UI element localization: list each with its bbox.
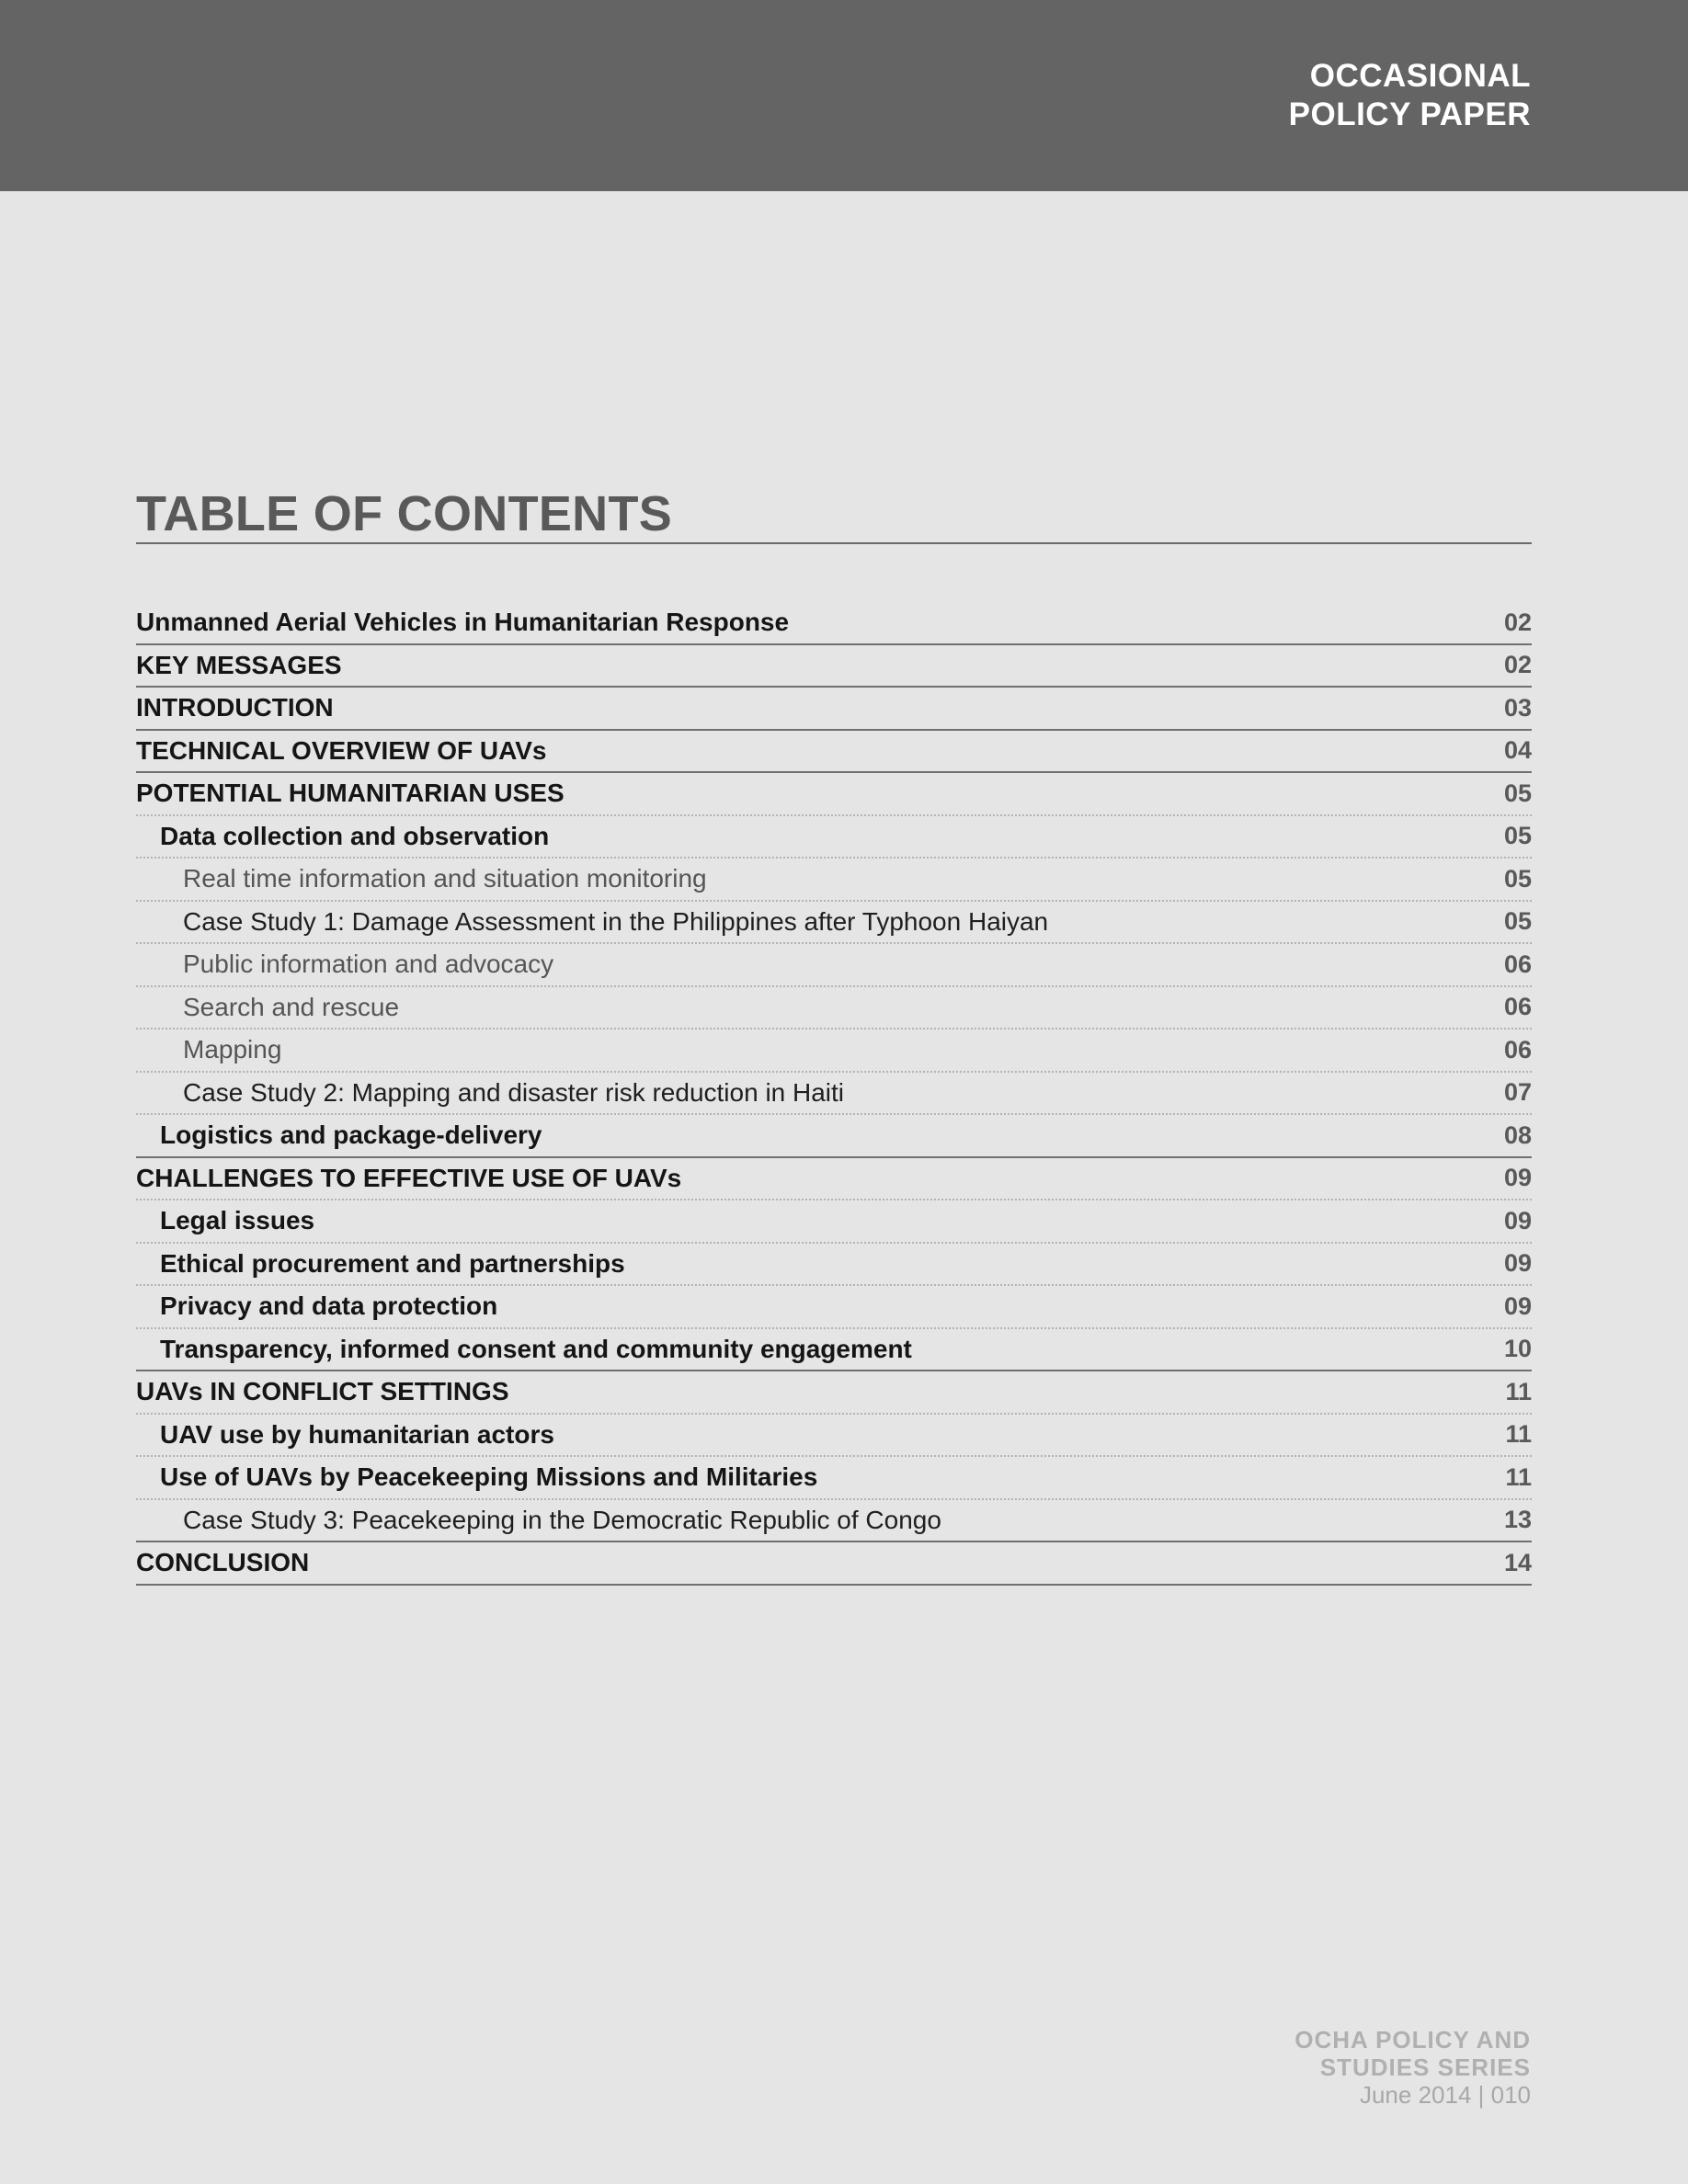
toc-entry-title: Privacy and data protection	[160, 1291, 498, 1321]
toc-entry-title: INTRODUCTION	[136, 693, 334, 722]
header-band	[0, 0, 1688, 191]
toc-entry-title: Case Study 2: Mapping and disaster risk reduction in Haiti	[183, 1077, 845, 1107]
document-type-title	[1289, 57, 1531, 134]
toc-entry-title: Transparency, informed consent and community engagement	[160, 1334, 912, 1363]
toc-entry-title: Ethical procurement and partnerships	[160, 1248, 625, 1278]
toc-entry-title: TECHNICAL OVERVIEW OF UAVs	[136, 735, 547, 765]
toc-entry-page-number: 06	[1503, 950, 1532, 978]
toc-entry[interactable]	[136, 1158, 1532, 1201]
toc-entry[interactable]	[136, 816, 1532, 859]
toc-entry-title: Real time information and situation monitoring	[183, 864, 707, 893]
toc-entry-page-number: 11	[1505, 1462, 1532, 1491]
document-type-line2: POLICY PAPER	[1288, 97, 1531, 132]
toc-entry-page-number: 05	[1503, 907, 1532, 936]
toc-entry[interactable]	[136, 987, 1532, 1030]
toc-entry-page-number: 05	[1503, 864, 1532, 893]
toc-entry-page-number: 05	[1503, 779, 1532, 807]
toc-entry-page-number: 03	[1503, 693, 1532, 722]
toc-entry-title: UAVs IN CONFLICT SETTINGS	[136, 1377, 509, 1406]
toc-entry-title: UAV use by humanitarian actors	[160, 1419, 554, 1449]
toc-entry-page-number: 07	[1503, 1078, 1532, 1107]
toc-entry-page-number: 05	[1503, 822, 1532, 850]
series-name-line2: STUDIES SERIES	[1319, 2053, 1531, 2081]
series-name-line1: OCHA POLICY AND	[1295, 2026, 1531, 2053]
toc-entry[interactable]	[136, 902, 1532, 945]
toc-entry[interactable]	[136, 1542, 1532, 1586]
toc-entry[interactable]	[136, 688, 1532, 731]
toc-entry-page-number: 10	[1503, 1335, 1532, 1363]
toc-entry[interactable]	[136, 1244, 1532, 1287]
toc-entry[interactable]	[136, 1200, 1532, 1244]
toc-entry-title: CONCLUSION	[136, 1548, 310, 1577]
toc-entry[interactable]	[136, 1415, 1532, 1458]
table-of-contents	[136, 602, 1532, 1586]
toc-entry-page-number: 06	[1503, 993, 1532, 1021]
toc-entry[interactable]	[136, 602, 1532, 645]
toc-entry[interactable]	[136, 1286, 1532, 1329]
date-and-page-number: June 2014 | 010	[1359, 2081, 1531, 2109]
toc-heading	[136, 485, 1532, 544]
toc-entry-title: Search and rescue	[183, 992, 400, 1021]
toc-entry[interactable]	[136, 1500, 1532, 1543]
toc-entry-title: CHALLENGES TO EFFECTIVE USE OF UAVs	[136, 1163, 682, 1192]
toc-entry-title: Unmanned Aerial Vehicles in Humanitarian Response	[136, 608, 790, 637]
toc-entry[interactable]	[136, 1457, 1532, 1500]
toc-entry-title: Logistics and package-delivery	[160, 1120, 542, 1150]
toc-entry-page-number: 11	[1505, 1420, 1532, 1449]
toc-entry-page-number: 09	[1503, 1249, 1532, 1278]
toc-entry[interactable]	[136, 1371, 1532, 1415]
footer	[1295, 2026, 1531, 2109]
toc-entry-page-number: 04	[1503, 736, 1532, 765]
toc-entry-title: Legal issues	[160, 1206, 315, 1235]
toc-entry[interactable]	[136, 645, 1532, 688]
toc-entry-title: KEY MESSAGES	[136, 650, 342, 679]
document-type-line1: OCCASIONAL	[1309, 58, 1531, 94]
toc-entry-title: Data collection and observation	[160, 821, 550, 850]
toc-entry-page-number: 09	[1503, 1164, 1532, 1192]
toc-entry-title: Case Study 1: Damage Assessment in the Philippines after Typhoon Haiyan	[183, 906, 1049, 936]
toc-entry[interactable]	[136, 731, 1532, 774]
toc-entry-title: POTENTIAL HUMANITARIAN USES	[136, 779, 565, 808]
toc-entry-page-number: 09	[1503, 1291, 1532, 1320]
toc-entry[interactable]	[136, 1329, 1532, 1372]
toc-entry-page-number: 06	[1503, 1035, 1532, 1064]
toc-entry-page-number: 13	[1503, 1506, 1532, 1534]
toc-entry-page-number: 09	[1503, 1206, 1532, 1234]
toc-entry[interactable]	[136, 1073, 1532, 1116]
toc-entry-page-number: 08	[1503, 1120, 1532, 1149]
toc-entry-title: Use of UAVs by Peacekeeping Missions and Militaries	[160, 1462, 818, 1492]
toc-entry-page-number: 02	[1503, 651, 1532, 679]
toc-entry[interactable]	[136, 1115, 1532, 1158]
toc-entry-title: Case Study 3: Peacekeeping in the Democratic Republic of Congo	[183, 1505, 941, 1534]
toc-entry-title: Public information and advocacy	[183, 950, 554, 979]
toc-entry[interactable]	[136, 1029, 1532, 1073]
toc-entry[interactable]	[136, 859, 1532, 902]
toc-entry[interactable]	[136, 944, 1532, 987]
toc-entry-page-number: 14	[1503, 1548, 1532, 1576]
toc-entry[interactable]	[136, 773, 1532, 816]
page-title: TABLE OF CONTENTS	[136, 486, 673, 541]
toc-entry-page-number: 11	[1505, 1377, 1532, 1405]
toc-entry-title: Mapping	[183, 1035, 282, 1064]
toc-entry-page-number: 02	[1503, 608, 1532, 636]
